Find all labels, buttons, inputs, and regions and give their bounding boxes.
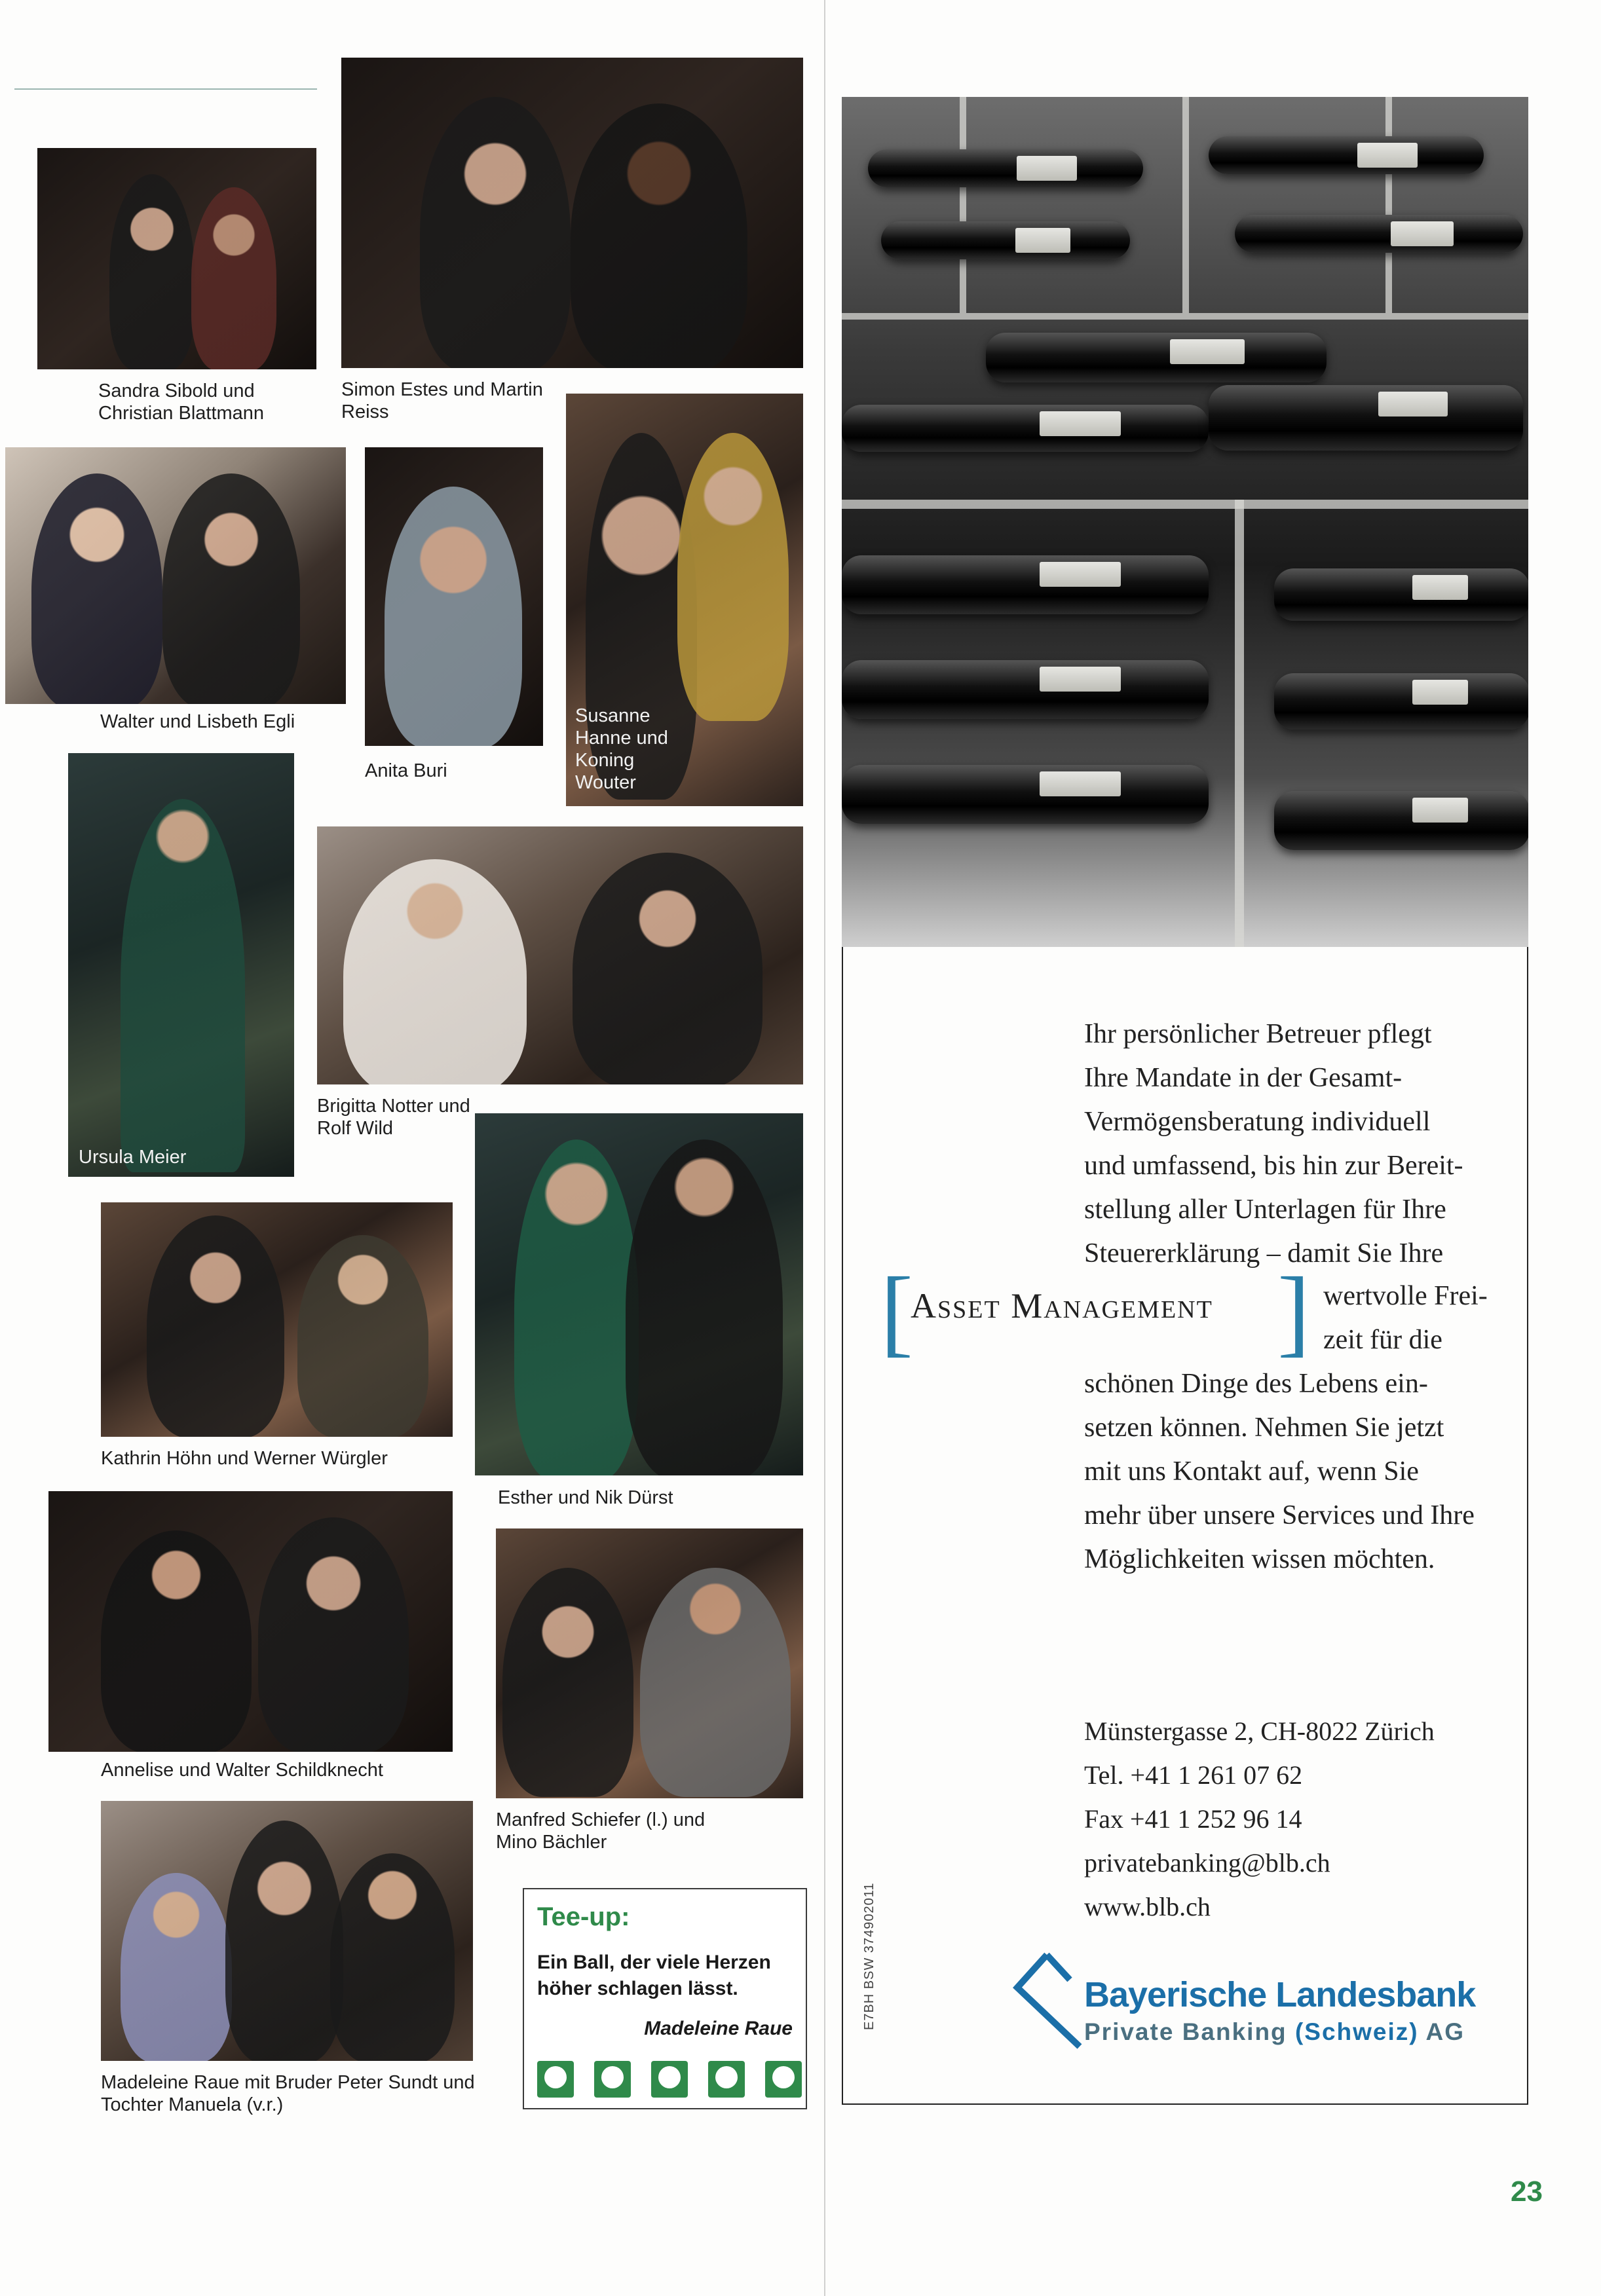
photo-schiefer-baechler [496,1528,803,1798]
header-rule [14,88,317,90]
golf-ball-rating [537,2061,802,2098]
web-link[interactable]: www.blb.ch [1084,1892,1211,1921]
caption-photo-12: Madeleine Raue mit Bruder Peter Sundt und Tochter Manuela (v.r.) [101,2072,475,2115]
bank-logo-name: Bayerische Landesbank [1084,1975,1476,2014]
tee-up-author: Madeleine Raue [644,2018,793,2039]
golf-ball-icon [651,2061,688,2098]
photo-notter-wild [317,826,803,1084]
caption-photo-7: Brigitta Notter und Rolf Wild [317,1096,470,1139]
fax: Fax +41 1 252 96 14 [1084,1804,1302,1834]
photo-duerst [475,1113,803,1475]
caption-photo-8: Kathrin Höhn und Werner Würgler [101,1448,388,1469]
tee-up-text: Ein Ball, der viele Herzen höher schlagen lässt. [537,1952,771,1999]
ad-body-1: Ihr persönlicher Betreuer pflegt Ihre Mandate in der Gesamt- Vermögensberatung individuell und umfassend, bis hin zur Bereit- stellung aller Unterlagen für Ihre Steuererklärung – damit Sie Ihre [1084,1019,1463,1268]
caption-photo-4: Anita Buri [365,760,447,781]
photo-schildknecht [48,1491,453,1752]
photo-sibold-blattmann [37,148,316,369]
caption-photo-10: Annelise und Walter Schildknecht [101,1760,383,1781]
address: Münstergasse 2, CH-8022 Zürich [1084,1716,1435,1746]
photo-raue-sundt [101,1801,473,2061]
caption-photo-3: Walter und Lisbeth Egli [100,711,295,732]
ad-body-2: schönen Dinge des Lebens ein- setzen können. Nehmen Sie jetzt mit uns Kontakt auf, wenn Sie mehr über unsere Services und Ihre Möglichkeiten wissen möchten. [1084,1369,1475,1574]
caption-photo-6: Ursula Meier [79,1147,187,1168]
photo-estes-reiss [341,58,803,368]
bracket-right: ] [1277,1257,1310,1366]
ad-code: E7BH BSW 374902011 [862,1882,876,2030]
ad-contact [1084,1709,1435,1929]
golf-ball-icon [594,2061,631,2098]
tee-up-box [523,1888,807,2109]
golf-ball-icon [708,2061,745,2098]
wine-cellar-photo [842,97,1528,947]
ad-heading: Asset Management [911,1286,1213,1325]
caption-photo-2: Simon Estes und Martin Reiss [341,379,543,422]
caption-photo-1: Sandra Sibold und Christian Blattmann [98,380,265,424]
ad-body-side: wertvolle Frei- zeit für die [1323,1281,1488,1355]
golf-ball-icon [537,2061,574,2098]
gutter-line [824,0,825,2296]
email-link[interactable]: privatebanking@blb.ch [1084,1848,1330,1878]
bank-logo-icon [1008,1948,1086,2053]
photo-hanne-wouter [566,394,803,806]
photo-anita-buri [365,447,543,746]
caption-photo-5: Susanne Hanne und Koning Wouter [575,705,668,793]
phone: Tel. +41 1 261 07 62 [1084,1760,1303,1790]
photo-hoehn-wuergler [101,1202,453,1437]
tee-up-title: Tee-up: [537,1902,630,1931]
bank-logo-subtitle: Private Banking (Schweiz) AG [1084,2018,1465,2045]
caption-photo-9: Esther und Nik Dürst [498,1487,673,1508]
photo-ursula-meier [68,753,294,1177]
caption-photo-11: Manfred Schiefer (l.) und Mino Bächler [496,1809,706,1853]
bracket-left: [ [880,1257,913,1366]
page-number: 23 [1511,2176,1543,2208]
photo-egli [5,447,346,704]
golf-ball-icon [765,2061,802,2098]
